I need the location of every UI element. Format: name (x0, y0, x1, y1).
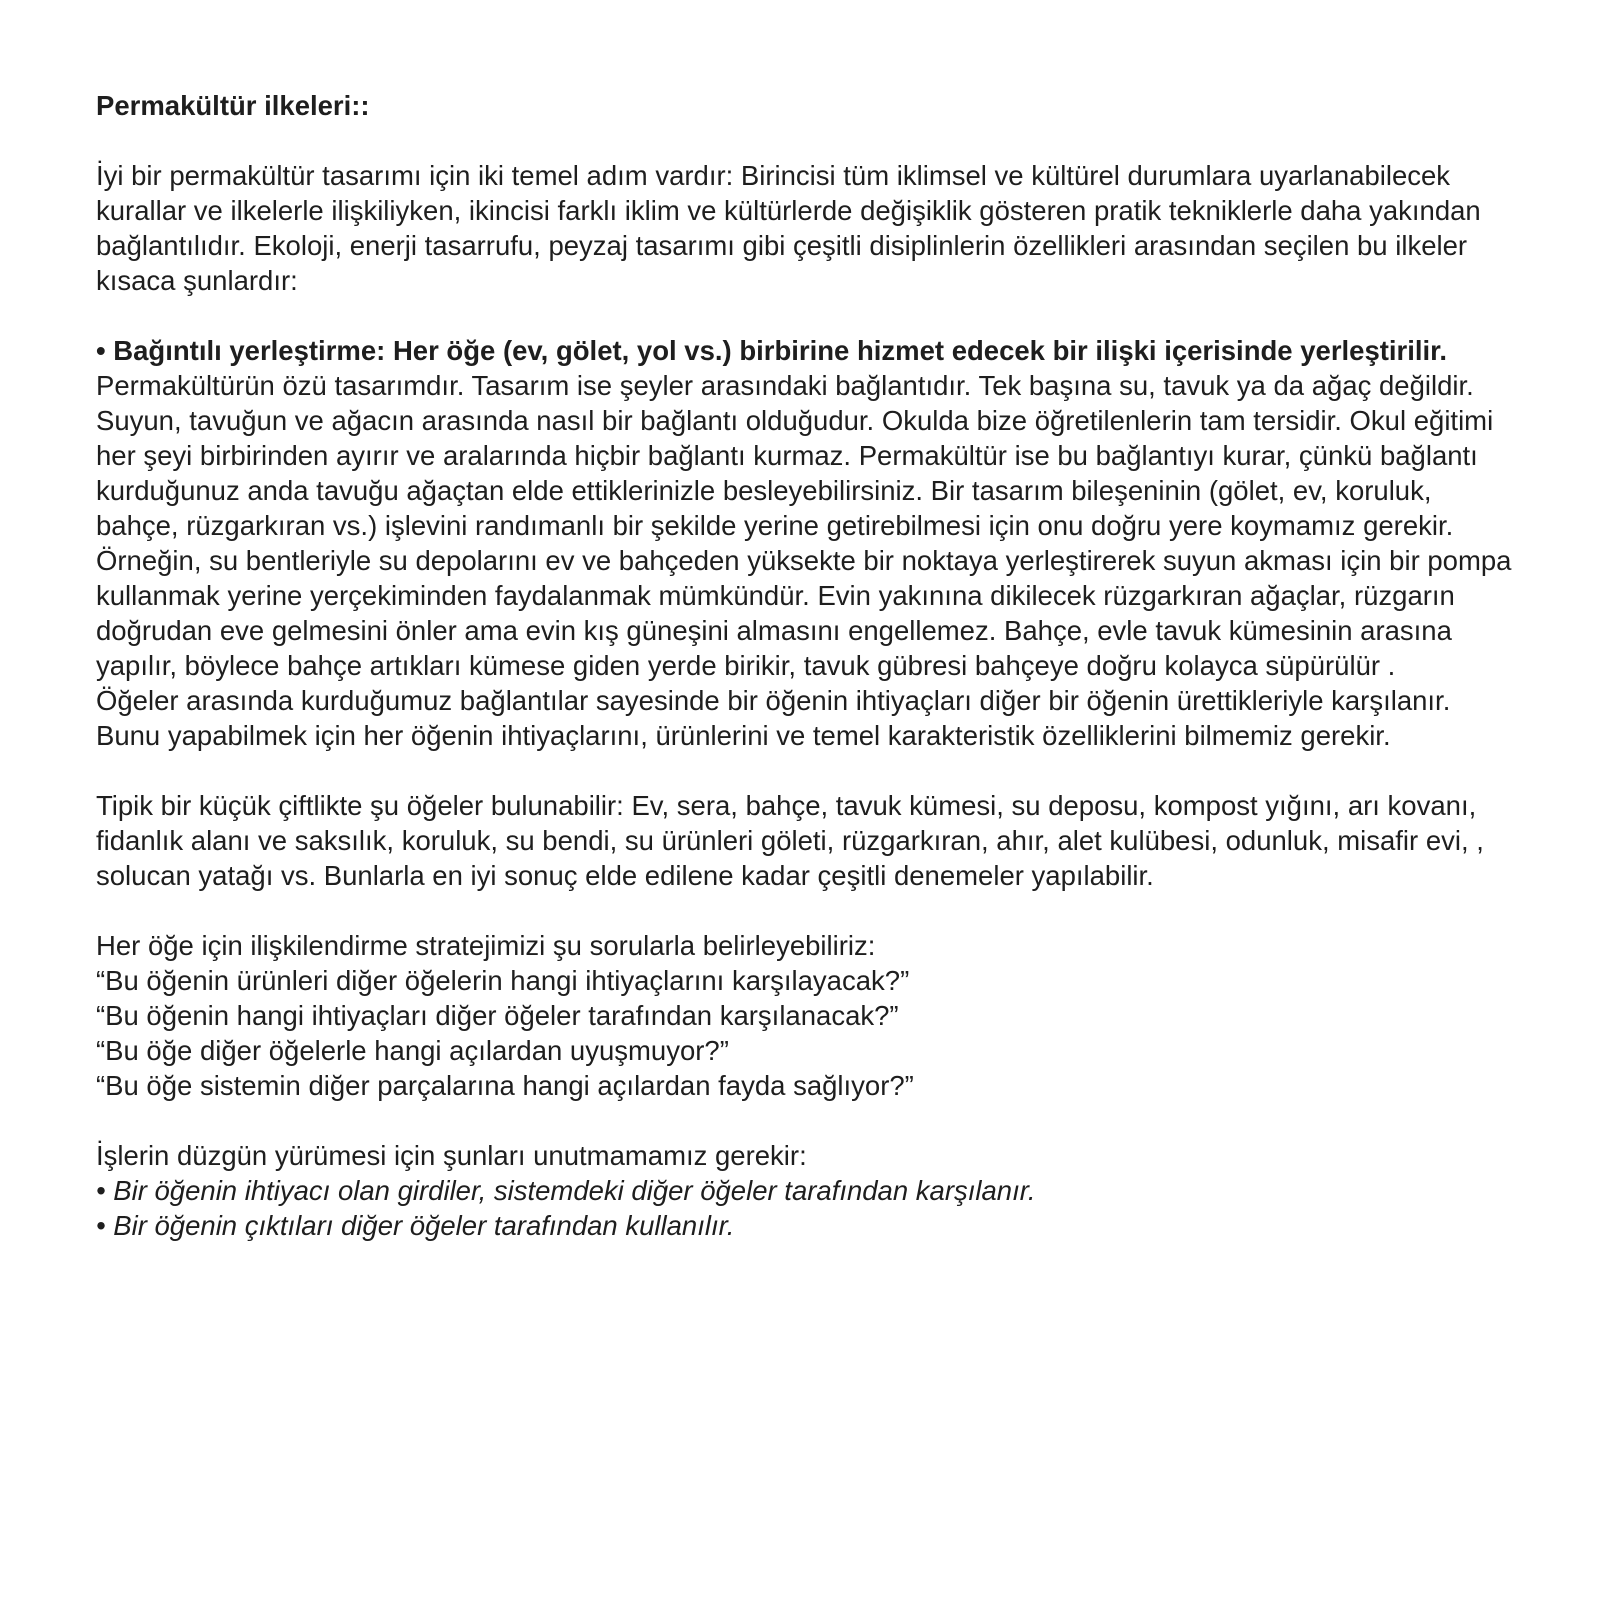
rules-intro: İşlerin düzgün yürümesi için şunları unutmamamız gerekir: (96, 1140, 807, 1171)
paragraph-example: Örneğin, su bentleriyle su depolarını ev ve bahçeden yüksekte bir noktaya yerleştirerek suyun akması için bir pompa kullanmak yerine yerçekiminden faydalanmak mümkündür. Evin yakınına dikilecek rüzgarkıran ağaçlar, rüzgarın doğrudan eve gelmesini önler ama evin kış güneşini almasını engellemez. Bahçe, evle tavuk kümesinin arasına yapılır, böylece bahçe artıkları kümese giden yerde birikir, tavuk gübresi bahçeye doğru kolayca süpürülür . (96, 545, 1512, 681)
paragraph-design-essence: Permakültürün özü tasarımdır. Tasarım ise şeyler arasındaki bağlantıdır. Tek başına su, tavuk ya da ağaç değildir. Suyun, tavuğun ve ağacın arasında nasıl bir bağlantı olduğudur. Okulda bize öğretilenlerin tam tersidir. Okul eğitimi her şeyi birbirinden ayırır ve aralarında hiçbir bağlantı kurmaz. Permakültür ise bu bağlantıyı kurar, çünkü bağlantı kurduğunuz anda tavuğu ağaçtan elde ettiklerinizle besleyebilirsiniz. Bir tasarım bileşeninin (gölet, ev, koruluk, bahçe, rüzgarkıran vs.) işlevini randımanlı bir şekilde yerine getirebilmesi için onu doğru yere koymamız gerekir. (96, 370, 1494, 541)
intro-paragraph: İyi bir permakültür tasarımı için iki temel adım vardır: Birincisi tüm iklimsel ve kültürel durumlara uyarlanabilecek kurallar ve ilkelerle ilişkiliyken, ikincisi farklı iklim ve kültürlerde değişiklik gösteren pratik tekniklerle daha yakından bağlantılıdır. Ekoloji, enerji tasarrufu, peyzaj tasarımı gibi çeşitli disiplinlerin özellikleri arasından seçilen bu ilkeler kısaca şunlardır: (96, 160, 1481, 296)
paragraph-farm-elements: Tipik bir küçük çiftlikte şu öğeler bulunabilir: Ev, sera, bahçe, tavuk kümesi, su deposu, kompost yığını, arı kovanı, fidanlık alanı ve saksılık, koruluk, su bendi, su ürünleri göleti, rüzgarkıran, ahır, alet kulübesi, odunluk, misafir evi, , solucan yatağı vs. Bunlarla en iyi sonuç elde edilene kadar çeşitli denemeler yapılabilir. (96, 790, 1484, 891)
document-title: Permakültür ilkeleri:: (96, 90, 370, 121)
spacer (96, 298, 1516, 333)
question-line: “Bu öğe sistemin diğer parçalarına hangi açılardan fayda sağlıyor?” (96, 1070, 914, 1101)
document-page (96, 88, 1516, 1243)
principle-heading: • Bağıntılı yerleştirme: Her öğe (ev, gölet, yol vs.) birbirine hizmet edecek bir ilişki içerisinde yerleştirilir. (96, 335, 1447, 366)
spacer (96, 1103, 1516, 1138)
rule-line: • Bir öğenin ihtiyacı olan girdiler, sistemdeki diğer öğeler tarafından karşılanır. (96, 1175, 1036, 1206)
question-line: “Bu öğenin hangi ihtiyaçları diğer öğeler tarafından karşılanacak?” (96, 1000, 899, 1031)
paragraph-connections: Öğeler arasında kurduğumuz bağlantılar sayesinde bir öğenin ihtiyaçları diğer bir öğenin ürettikleriyle karşılanır. Bunu yapabilmek için her öğenin ihtiyaçlarını, ürünlerini ve temel karakteristik özelliklerini bilmemiz gerekir. (96, 685, 1451, 751)
spacer (96, 893, 1516, 928)
question-line: “Bu öğenin ürünleri diğer öğelerin hangi ihtiyaçlarını karşılayacak?” (96, 965, 910, 996)
rule-line: • Bir öğenin çıktıları diğer öğeler tarafından kullanılır. (96, 1210, 735, 1241)
question-line: “Bu öğe diğer öğelerle hangi açılardan uyuşmuyor?” (96, 1035, 729, 1066)
spacer (96, 753, 1516, 788)
spacer (96, 123, 1516, 158)
questions-intro: Her öğe için ilişkilendirme stratejimizi şu sorularla belirleyebiliriz: (96, 930, 876, 961)
